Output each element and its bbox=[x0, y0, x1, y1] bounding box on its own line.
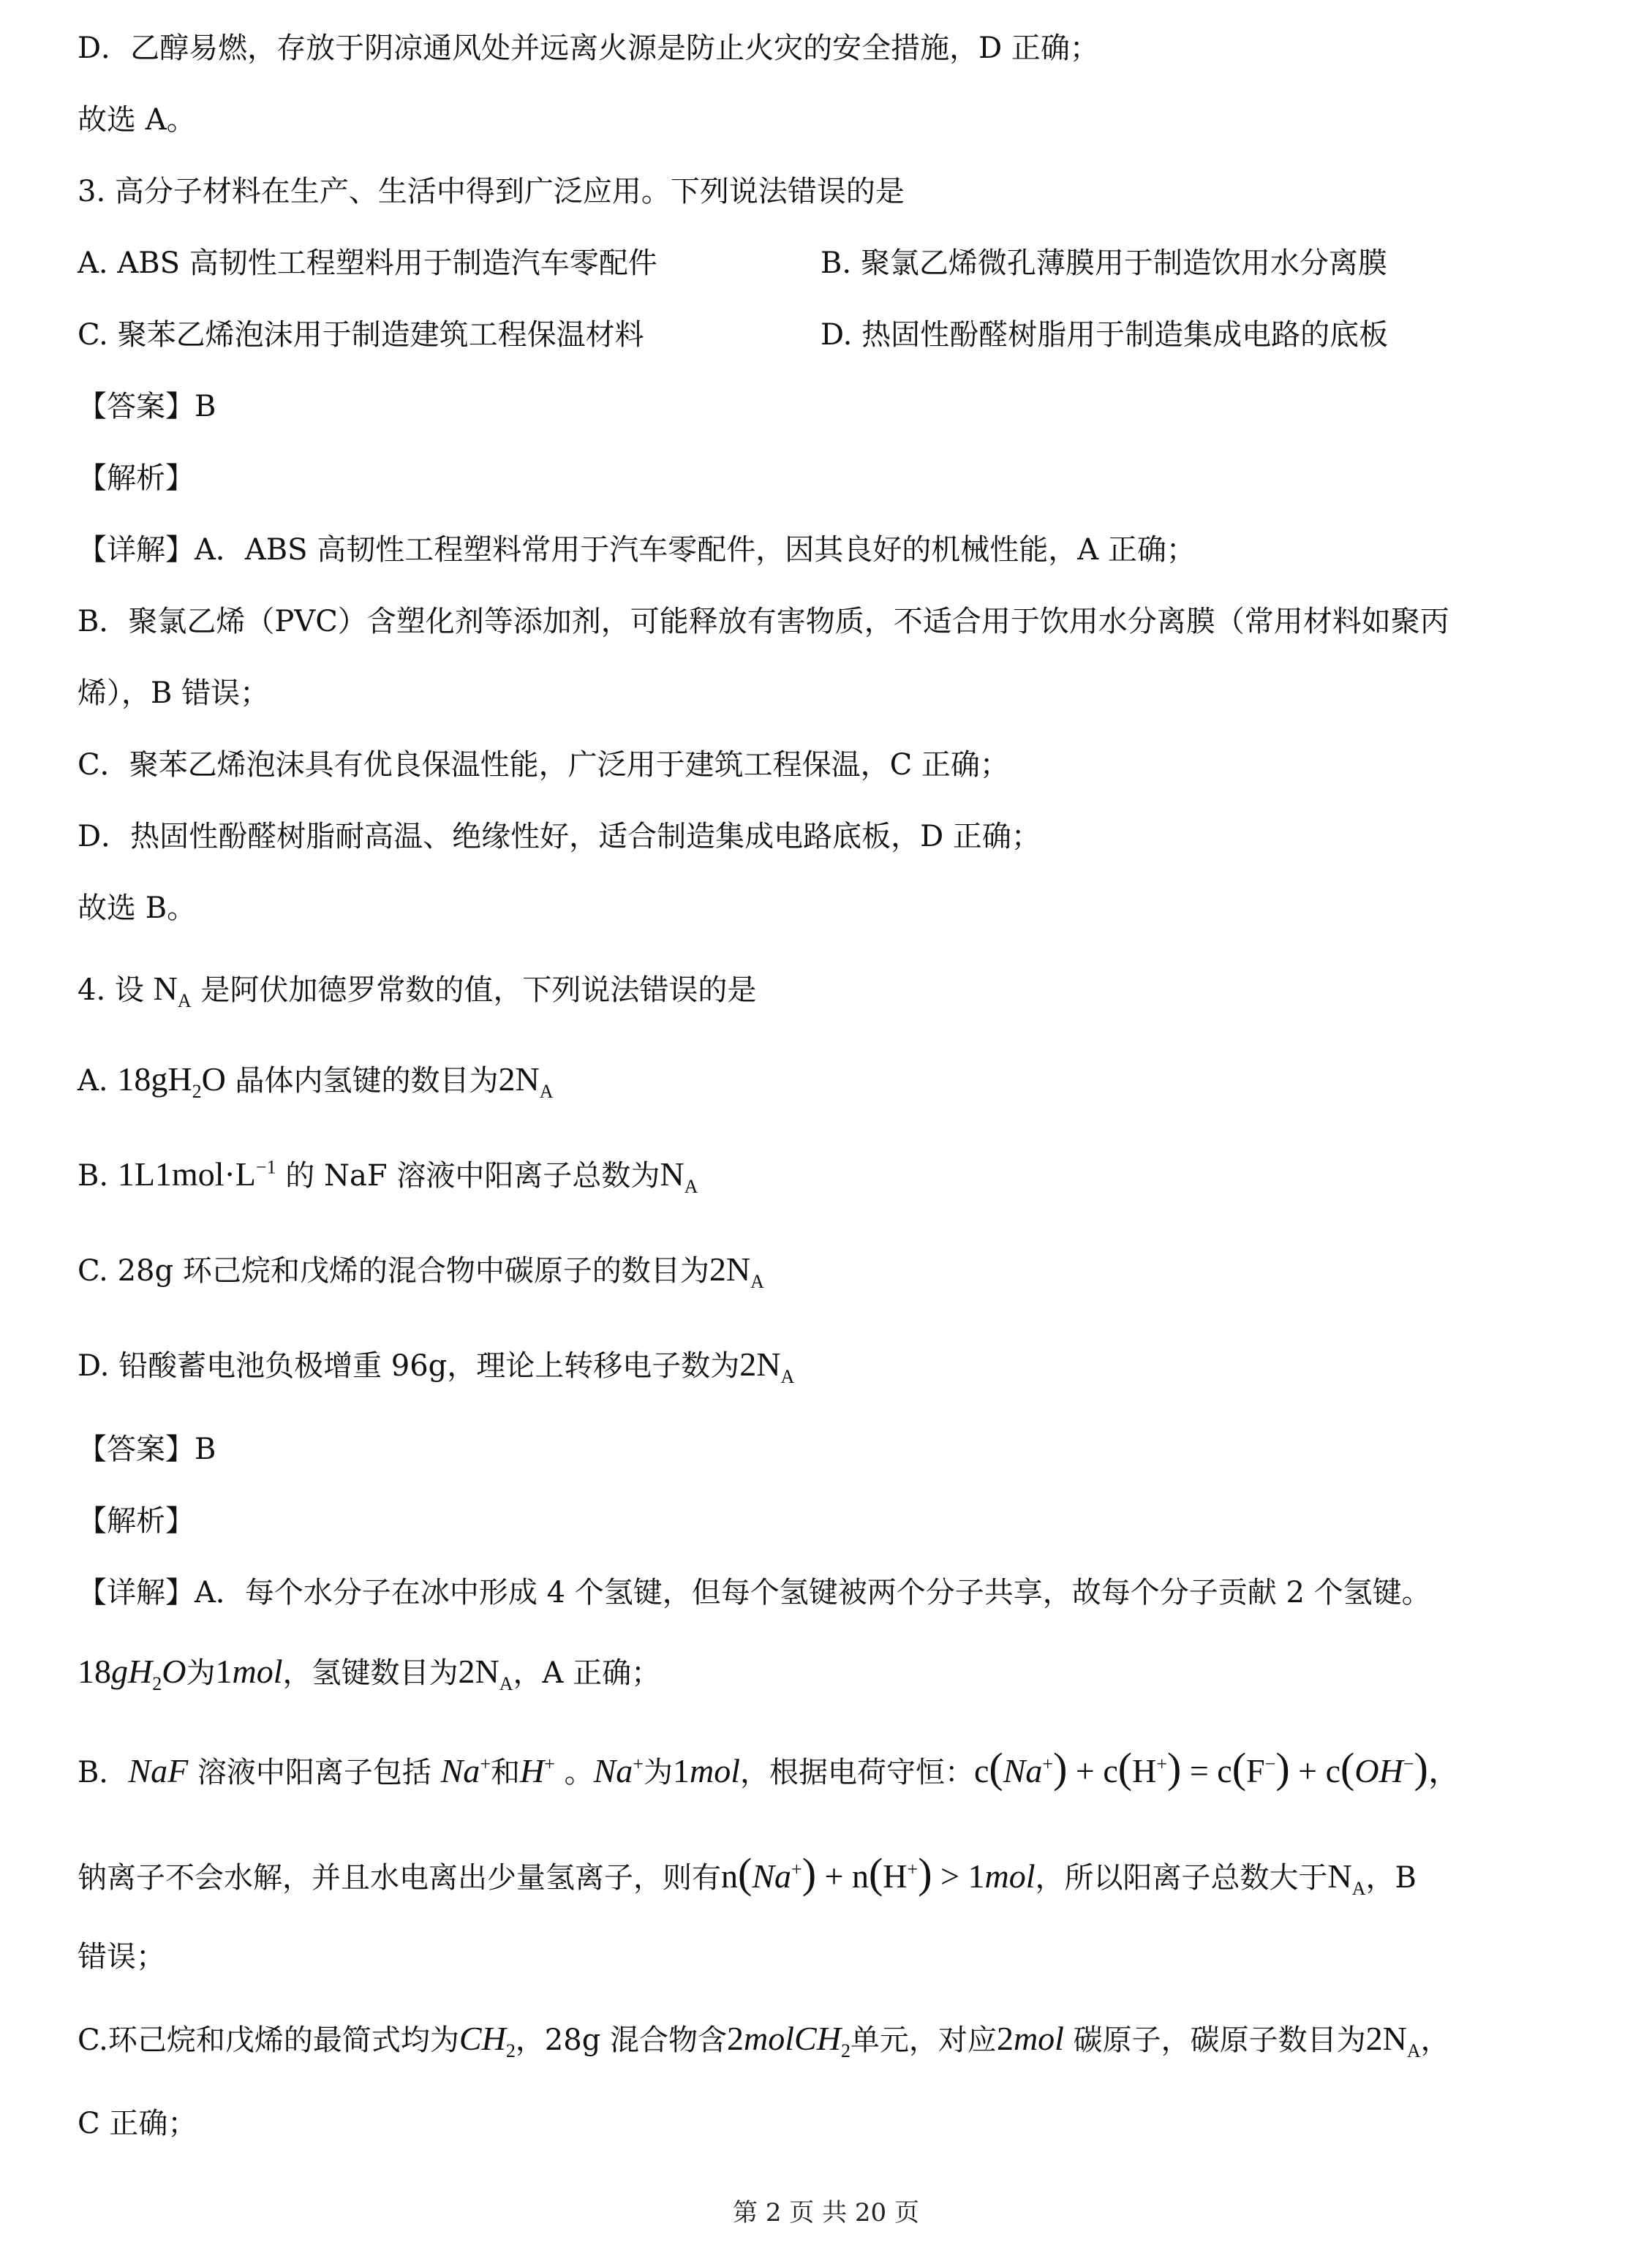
q4-stem bbox=[78, 968, 756, 1011]
q4-analysis-heading: 【解析】 bbox=[78, 1504, 195, 1538]
q4-detail-c-line2: C 正确； bbox=[78, 2107, 197, 2140]
q3-option-a: A. ABS 高韧性工程塑料用于制造汽车零配件 bbox=[78, 246, 657, 280]
charge-balance-equation: c(Na+) + c(H+) = c(F−) + c(OH−)， bbox=[973, 1744, 1462, 1792]
q4-detail-a-line2: $18gH_2O$为1mol，氢键数目为$2N_A$，A 正确； bbox=[78, 1653, 661, 1695]
q4-detail-b-line1: B．NaF 溶液中阳离子包括 Na+和H+ 。Na+为1mol，根据电荷守恒：c(Na+) + c(H+) = c(F−) + c(OH−)， bbox=[78, 1744, 1462, 1792]
q3-detail-b-line1: B．聚氯乙烯（PVC）含塑化剂等添加剂，可能释放有害物质，不适合用于饮用水分离膜（常用材料如聚丙 bbox=[78, 605, 1449, 638]
q3-detail-b-line2: 烯），B 错误； bbox=[78, 676, 270, 710]
q4-answer: 【答案】B bbox=[78, 1433, 216, 1466]
q2-option-d-explanation: D．乙醇易燃，存放于阴凉通风处并远离火源是防止火灾的安全措施，D 正确； bbox=[78, 31, 1099, 65]
q4-stem-prefix: 4. 设 bbox=[78, 973, 144, 1007]
q4-option-b: B. $1L1mol\cdot L^{-1}$ 的 NaF 溶液中阳离子总数为$N_A$ bbox=[78, 1155, 698, 1198]
q3-detail-c: C．聚苯乙烯泡沫具有优良保温性能，广泛用于建筑工程保温，C 正确； bbox=[78, 748, 1009, 782]
q3-answer: 【答案】B bbox=[78, 390, 216, 423]
q3-option-b: B. 聚氯乙烯微孔薄膜用于制造饮用水分离膜 bbox=[821, 246, 1387, 280]
q3-option-d: D. 热固性酚醛树脂用于制造集成电路的底板 bbox=[821, 318, 1389, 352]
q4-detail-c-line1: C.环己烷和戊烯的最简式均为$CH_2$，28g 混合物含2molCH$_2$单元，对应2mol 碳原子，碳原子数目为$2N_A$， bbox=[78, 2020, 1450, 2062]
q3-stem: 3. 高分子材料在生产、生活中得到广泛应用。下列说法错误的是 bbox=[78, 175, 905, 208]
q3-detail-a: 【详解】A．ABS 高韧性工程塑料常用于汽车零配件，因其良好的机械性能，A 正确； bbox=[78, 533, 1196, 567]
q3-conclusion: 故选 B。 bbox=[78, 891, 197, 925]
q4-stem-suffix: 是阿伏加德罗常数的值，下列说法错误的是 bbox=[200, 973, 757, 1007]
q4-option-d: D. 铅酸蓄电池负极增重 96g，理论上转移电子数为$2N_A$ bbox=[78, 1346, 795, 1388]
q3-detail-d: D．热固性酚醛树脂耐高温、绝缘性好，适合制造集成电路底板，D 正确； bbox=[78, 820, 1041, 853]
q4-detail-a-line1: 【详解】A．每个水分子在冰中形成 4 个氢键，但每个氢键被两个分子共享，故每个分子贡献 2 个氢键。 bbox=[78, 1576, 1431, 1610]
q4-option-a: A. $18gH_2O$ 晶体内氢键的数目为$2N_A$ bbox=[78, 1060, 554, 1103]
q3-option-c: C. 聚苯乙烯泡沫用于制造建筑工程保温材料 bbox=[78, 318, 644, 352]
page-footer: 第 2 页 共 20 页 bbox=[733, 2198, 919, 2227]
q3-analysis-heading: 【解析】 bbox=[78, 461, 195, 495]
avogadro-symbol: $N_A$ bbox=[153, 970, 192, 1012]
q4-detail-b-line3: 错误； bbox=[78, 1940, 165, 1974]
q2-conclusion: 故选 A。 bbox=[78, 103, 196, 137]
q4-detail-b-line2: 钠离子不会水解，并且水电离出少量氢离子，则有n(Na+) + n(H+) > 1mol，所以阳离子总数大于$N_A$，B bbox=[78, 1849, 1417, 1900]
q4-option-c: C. 28g 环己烷和戊烯的混合物中碳原子的数目为$2N_A$ bbox=[78, 1250, 764, 1293]
